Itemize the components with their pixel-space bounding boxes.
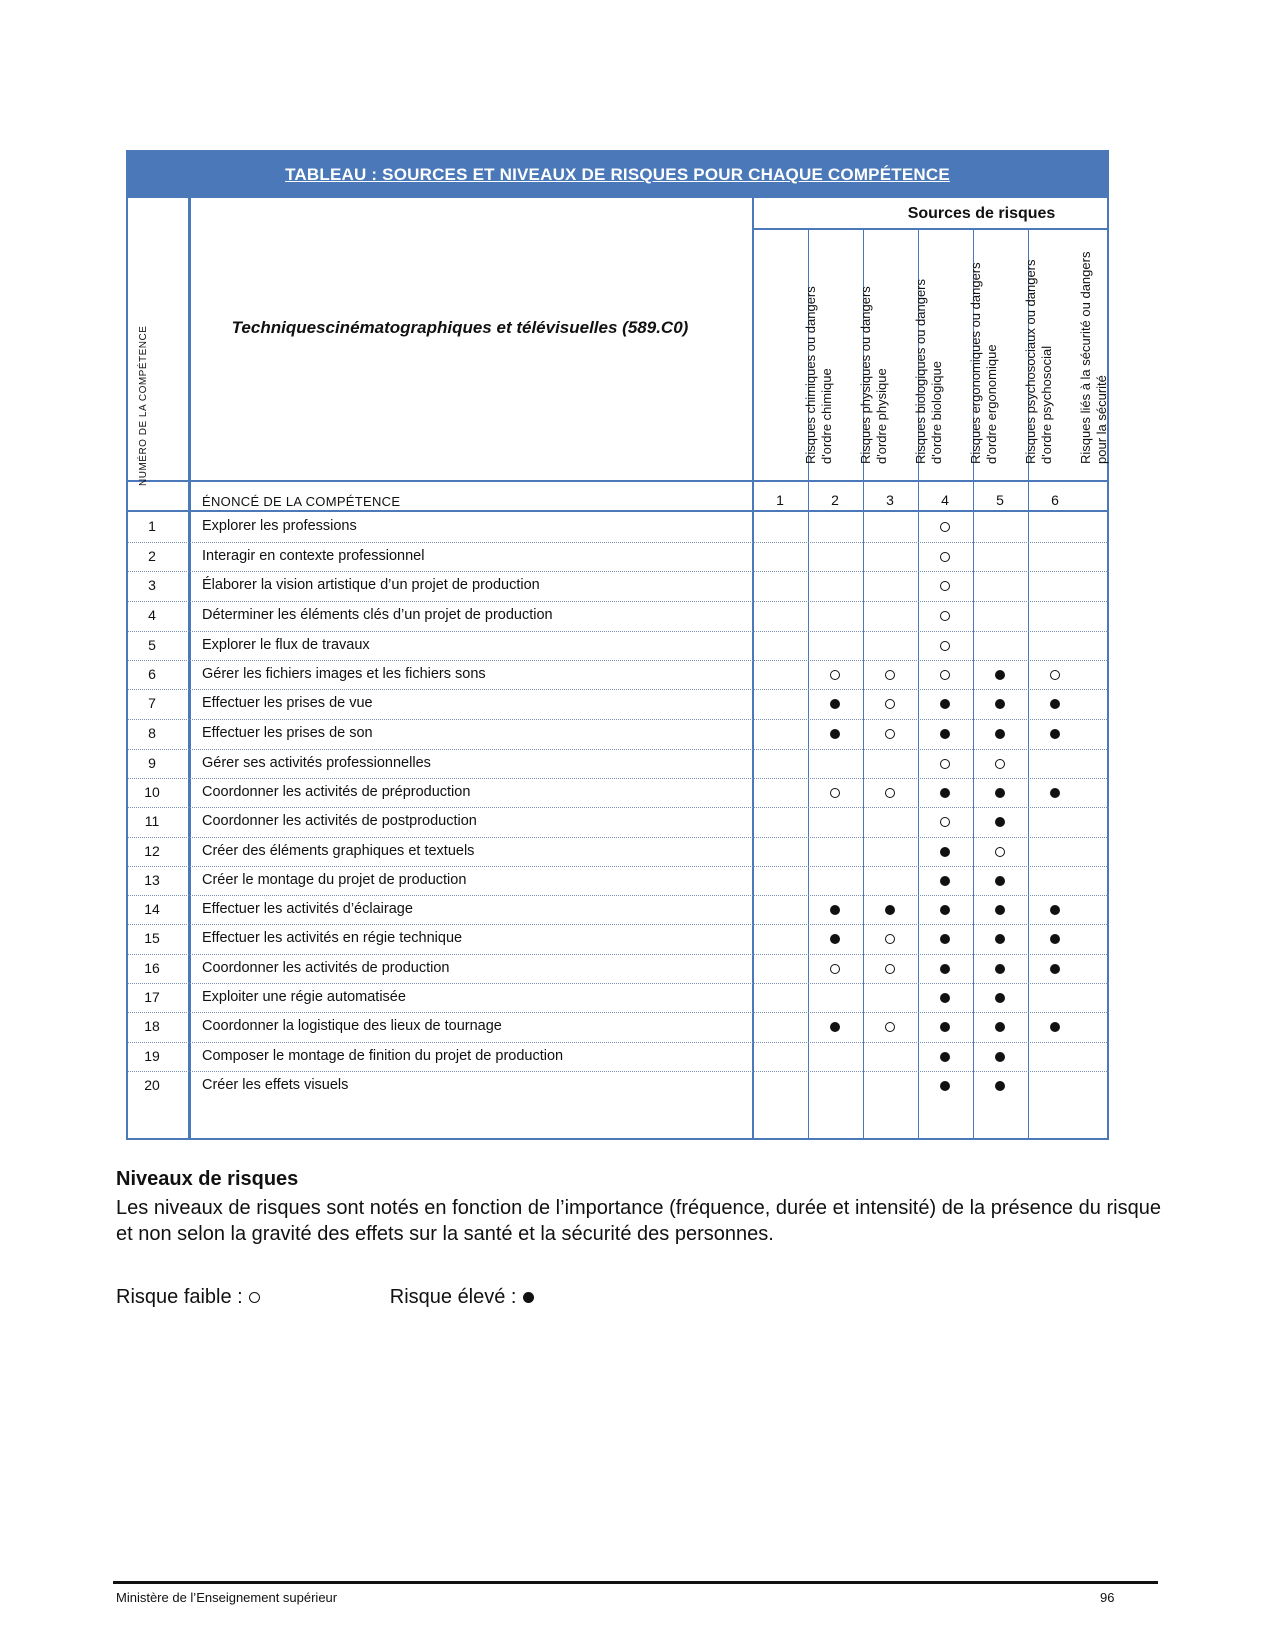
- high-risk-dot-icon: [995, 1081, 1005, 1091]
- low-risk-circle-icon: [885, 670, 895, 680]
- risk-table: [126, 150, 1109, 1140]
- competency-number: 13: [144, 872, 160, 888]
- table-row: [128, 1042, 1107, 1072]
- table-row: [128, 778, 1107, 808]
- high-risk-dot-icon: [1050, 934, 1060, 944]
- table-row: [128, 719, 1107, 749]
- competency-statement: Déterminer les éléments clés d’un projet de production: [202, 607, 553, 623]
- low-risk-circle-icon: [830, 670, 840, 680]
- low-risk-circle-icon: [885, 934, 895, 944]
- table-row: [128, 895, 1107, 925]
- competency-statement: Créer des éléments graphiques et textuels: [202, 843, 475, 859]
- footer-rule: [113, 1581, 1158, 1584]
- high-risk-dot-icon: [940, 788, 950, 798]
- row-separator: [128, 954, 1109, 955]
- low-risk-circle-icon: [940, 552, 950, 562]
- footer-ministry: Ministère de l’Enseignement supérieur: [116, 1590, 338, 1605]
- row-separator: [128, 807, 1109, 808]
- sources-of-risk-label: Sources de risques: [907, 205, 1056, 222]
- high-risk-dot-icon: [995, 1052, 1005, 1062]
- row-separator: [128, 689, 1109, 690]
- high-risk-dot-icon: [995, 699, 1005, 709]
- row-separator: [128, 1042, 1109, 1043]
- table-title: TABLEAU : SOURCES ET NIVEAUX DE RISQUES POUR CHAQUE COMPÉTENCE: [128, 152, 1107, 198]
- legend-high-label: Risque élevé :: [389, 1286, 517, 1308]
- competency-statement: Interagir en contexte professionnel: [202, 548, 425, 564]
- high-risk-dot-icon: [995, 788, 1005, 798]
- row-separator: [128, 631, 1109, 632]
- low-risk-circle-icon: [940, 522, 950, 532]
- high-risk-dot-icon: [1050, 905, 1060, 915]
- high-risk-dot-icon: [995, 964, 1005, 974]
- competency-number: 10: [144, 784, 160, 800]
- competency-number: 16: [144, 960, 160, 976]
- low-risk-circle-icon: [1050, 670, 1060, 680]
- competency-number: 19: [144, 1048, 160, 1064]
- risk-column-header: [1028, 232, 1109, 464]
- competency-statement: Composer le montage de finition du projet de production: [202, 1048, 564, 1064]
- row-separator: [128, 719, 1109, 720]
- low-risk-circle-icon: [995, 759, 1005, 769]
- competency-number-label: NUMÉRO DE LA COMPÉTENCE: [138, 325, 149, 486]
- row-separator: [128, 924, 1109, 925]
- table-row: [128, 689, 1107, 719]
- low-risk-circle-icon: [995, 847, 1005, 857]
- high-risk-dot-icon: [940, 1022, 950, 1032]
- row-separator: [128, 571, 1109, 572]
- competency-statement: Coordonner la logistique des lieux de tournage: [202, 1018, 502, 1034]
- row-separator: [128, 983, 1109, 984]
- high-risk-dot-icon: [940, 993, 950, 1003]
- risk-column-label: Risques chimiques ou dangers d'ordre chimique: [803, 286, 834, 464]
- divider: [128, 480, 1109, 482]
- low-risk-circle-icon: [830, 788, 840, 798]
- low-risk-circle-icon: [885, 729, 895, 739]
- high-risk-dot-icon: [995, 1022, 1005, 1032]
- risk-column-label: Risques biologiques ou dangers d'ordre biologique: [913, 278, 944, 464]
- high-risk-dot-icon: [940, 905, 950, 915]
- row-separator: [128, 1071, 1109, 1072]
- row-separator: [128, 837, 1109, 838]
- table-row: [128, 601, 1107, 631]
- table-row: [128, 837, 1107, 867]
- risk-legend: [116, 1286, 534, 1309]
- table-row: [128, 954, 1107, 984]
- competency-statement: Effectuer les prises de son: [202, 725, 373, 741]
- risk-column-header: [808, 232, 889, 464]
- high-risk-dot-icon: [830, 1022, 840, 1032]
- competency-statement: Effectuer les prises de vue: [202, 695, 373, 711]
- low-risk-circle-icon: [885, 699, 895, 709]
- high-risk-dot-icon: [830, 934, 840, 944]
- competency-number: 2: [148, 548, 156, 564]
- competency-number: 1: [148, 518, 156, 534]
- competency-statement: Explorer les professions: [202, 518, 357, 534]
- competency-number: 14: [144, 901, 160, 917]
- low-risk-circle-icon: [885, 964, 895, 974]
- high-risk-dot-icon: [940, 934, 950, 944]
- competency-number: 20: [144, 1077, 160, 1093]
- competency-number: 7: [148, 695, 156, 711]
- risk-column-number: 4: [941, 492, 949, 508]
- low-risk-circle-icon: [885, 788, 895, 798]
- low-risk-circle-icon: [940, 759, 950, 769]
- high-risk-dot-icon: [995, 934, 1005, 944]
- risk-column-number: 6: [1051, 492, 1059, 508]
- competency-statement: Créer les effets visuels: [202, 1077, 349, 1093]
- low-risk-circle-icon: [940, 670, 950, 680]
- risk-column-number: 3: [886, 492, 894, 508]
- risk-column-label: Risques ergonomiques ou dangers d'ordre ergonomique: [968, 262, 999, 464]
- competency-statement: Élaborer la vision artistique d’un projet de production: [202, 577, 540, 593]
- high-risk-dot-icon: [1050, 788, 1060, 798]
- high-risk-dot-icon: [940, 699, 950, 709]
- table-row: [128, 749, 1107, 779]
- competency-statement: Effectuer les activités d’éclairage: [202, 901, 413, 917]
- high-risk-dot-icon: [830, 699, 840, 709]
- risk-column-number: 5: [996, 492, 1004, 508]
- high-risk-dot-icon: [1050, 1022, 1060, 1032]
- high-risk-dot-icon: [830, 905, 840, 915]
- high-risk-dot-icon: [940, 847, 950, 857]
- statement-column-label: ÉNONCÉ DE LA COMPÉTENCE: [202, 494, 401, 509]
- competency-statement: Coordonner les activités de postproduction: [202, 813, 477, 829]
- risk-column-number: 2: [831, 492, 839, 508]
- high-risk-dot-icon: [1050, 729, 1060, 739]
- competency-number: 3: [148, 577, 156, 593]
- competency-statement: Explorer le flux de travaux: [202, 637, 370, 653]
- competency-statement: Gérer ses activités professionnelles: [202, 755, 431, 771]
- table-row: [128, 631, 1107, 661]
- high-risk-dot-icon: [940, 964, 950, 974]
- competency-number: 12: [144, 843, 160, 859]
- row-separator: [128, 601, 1109, 602]
- table-row: [128, 807, 1107, 837]
- row-separator: [128, 778, 1109, 779]
- competency-statement: Exploiter une régie automatisée: [202, 989, 406, 1005]
- row-separator: [128, 895, 1109, 896]
- competency-statement: Coordonner les activités de production: [202, 960, 450, 976]
- risk-levels-explanation: Les niveaux de risques sont notés en fonction de l’importance (fréquence, durée et intensité) de la présence du risque et non selon la gravité des effets sur la santé et la sécurité des personnes.: [116, 1197, 1161, 1245]
- high-risk-dot-icon: [940, 1052, 950, 1062]
- competency-statement: Créer le montage du projet de production: [202, 872, 467, 888]
- divider: [752, 228, 1109, 230]
- high-risk-dot-icon: [1050, 699, 1060, 709]
- risk-column-label: Risques physiques ou dangers d'ordre physique: [858, 286, 889, 464]
- risk-column-number: 1: [776, 492, 784, 508]
- competency-number: 6: [148, 666, 156, 682]
- competency-number: 15: [144, 930, 160, 946]
- row-separator: [128, 1012, 1109, 1013]
- competency-number: 11: [144, 813, 160, 829]
- high-risk-dot-icon: [995, 905, 1005, 915]
- table-row: [128, 983, 1107, 1013]
- risk-column-header: [918, 232, 999, 464]
- competency-statement: Coordonner les activités de préproduction: [202, 784, 471, 800]
- low-risk-circle-icon: [885, 1022, 895, 1032]
- low-risk-circle-icon: [940, 641, 950, 651]
- competency-number: 8: [148, 725, 156, 741]
- legend-low-label: Risque faible :: [116, 1286, 243, 1308]
- competency-number: 18: [144, 1018, 160, 1034]
- table-row: [128, 924, 1107, 954]
- table-row: [128, 542, 1107, 572]
- competency-number: 9: [148, 755, 156, 771]
- risk-column-header: [753, 232, 834, 464]
- high-risk-dot-icon: [995, 876, 1005, 886]
- low-risk-circle-icon: [830, 964, 840, 974]
- high-risk-dot-icon: [885, 905, 895, 915]
- low-risk-circle-icon: [940, 611, 950, 621]
- page-number: 96: [1100, 1590, 1115, 1605]
- row-separator: [128, 749, 1109, 750]
- table-row: [128, 512, 1107, 542]
- program-title: Techniquescinématographiques et télévisuelles (589.C0): [231, 318, 689, 337]
- competency-number: 4: [148, 607, 156, 623]
- table-row: [128, 571, 1107, 601]
- high-risk-dot-icon: [995, 993, 1005, 1003]
- table-row: [128, 1071, 1107, 1101]
- table-row: [128, 1012, 1107, 1042]
- table-row: [128, 660, 1107, 690]
- competency-number: 17: [144, 989, 160, 1005]
- high-risk-dot-icon: [940, 1081, 950, 1091]
- high-risk-dot-icon: [940, 729, 950, 739]
- risk-column-label: Risques psychosociaux ou dangers d'ordre psychosocial: [1023, 259, 1054, 464]
- row-separator: [128, 660, 1109, 661]
- high-risk-dot-icon: [995, 729, 1005, 739]
- low-risk-circle-icon: [249, 1292, 260, 1303]
- risk-levels-heading: Niveaux de risques: [116, 1168, 299, 1190]
- table-row: [128, 866, 1107, 896]
- high-risk-dot-icon: [995, 817, 1005, 827]
- competency-number: 5: [148, 637, 156, 653]
- high-risk-dot-icon: [940, 876, 950, 886]
- low-risk-circle-icon: [940, 581, 950, 591]
- risk-column-header: [973, 232, 1054, 464]
- low-risk-circle-icon: [940, 817, 950, 827]
- competency-statement: Effectuer les activités en régie technique: [202, 930, 463, 946]
- row-separator: [128, 542, 1109, 543]
- row-separator: [128, 866, 1109, 867]
- competency-statement: Gérer les fichiers images et les fichiers sons: [202, 666, 486, 682]
- risk-column-label: Risques liés à la sécurité ou dangers pour la sécurité: [1078, 251, 1109, 464]
- high-risk-dot-icon: [1050, 964, 1060, 974]
- high-risk-dot-icon: [995, 670, 1005, 680]
- high-risk-dot-icon: [523, 1292, 534, 1303]
- high-risk-dot-icon: [830, 729, 840, 739]
- risk-column-header: [863, 232, 944, 464]
